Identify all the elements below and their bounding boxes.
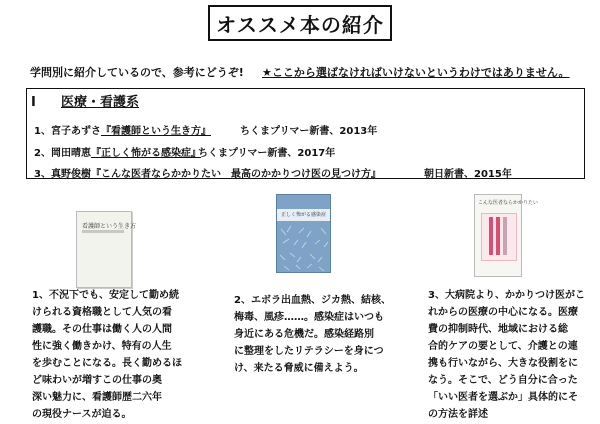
description-line: れからの医療の中心になる。医療 [428,307,578,318]
book-publisher: ちくまプリマー新書、2013年 [240,126,378,137]
description-2 [234,292,391,377]
book-cover-3 [474,194,539,277]
description-3 [428,287,585,423]
description-line: を歩むことになる。長く勤めるほ [32,358,182,369]
description-line: 身近にある危機だ。感染経路別 [234,329,374,340]
description-line: 携も行いながら、大きな役割をに [428,358,578,369]
book-entry-2 [34,144,336,159]
book-title: 『看護師という生き方』 [100,126,211,137]
description-line: ど味わいが増すこの仕事の奥 [32,375,162,386]
book-author: 2、岡田晴恵 [34,148,91,159]
book-publisher: ちくまプリマー新書、2017年 [198,148,336,159]
description-line: の方法を詳述 [428,409,488,420]
section-box [26,88,585,179]
description-line: 梅毒、風疹……。感染症はいつも [234,312,384,323]
book-cover-1 [76,211,137,288]
description-line: 「いい医者を選ぶか」具体的にそ [428,392,578,403]
cover-title: こんな医者ならかかりたい [478,200,539,206]
description-line: 合的ケアの要として、介護との連 [428,341,578,352]
section-heading [31,91,139,110]
description-line: け、来たる脅威に備えよう。 [234,363,364,374]
description-line: けられる資格職として人気の看 [32,307,172,318]
description-line: 深い魅力に、看護師歴二六年 [32,392,162,403]
cover-vertical-text [503,217,507,255]
cover-title: 正しく怖がる感染症 [281,212,327,218]
description-line: 3、大病院より、かかりつけ医がこ [428,290,585,301]
description-1 [32,287,182,423]
section-number: Ⅰ [31,95,36,110]
description-line: 1、不況下でも、安定して勤め続 [32,290,179,301]
cover-vertical-text [489,217,493,255]
description-line: 性に強く働きかけ、特有の人生 [32,341,172,352]
description-line: 2、エボラ出血熱、ジカ熱、結核、 [234,295,391,306]
description-line: 費の抑制時代、地域における総 [428,324,568,335]
description-line: の現役ナースが迫る。 [32,409,132,420]
intro-note: ★ここから選ばなければいけないというわけではありません。 [262,66,570,79]
book-entry-1 [34,122,378,137]
book-cover-2 [276,194,331,273]
book-author: 1、宮子あずさ [34,126,101,137]
description-line: に整理をしたリテラシーを身につ [234,346,384,357]
intro-text: 学問別に紹介しているので、参考にどうぞ! [30,66,244,79]
cover-vertical-text [496,217,500,255]
book-title: 『正しく怖がる感染症』 [90,148,201,159]
book-title: 『こんな医者ならかかりたい 最高のかかりつけ医の見つけ方』 [90,169,381,180]
book-publisher: 朝日新書、2015年 [424,169,512,180]
cover-pattern [277,195,331,273]
book-author: 3、真野俊樹 [34,169,91,180]
page-title: オススメ本の紹介 [208,5,392,41]
book-entry-3 [34,165,512,180]
cover-title: 看護師という生き方 [82,223,137,230]
description-line: なう。そこで、どう自分に合った [428,375,578,386]
section-heading-text: 医療・看護系 [61,95,140,110]
cover-stripe [82,230,124,233]
description-line: 護職。その仕事は働く人の人間 [32,324,172,335]
